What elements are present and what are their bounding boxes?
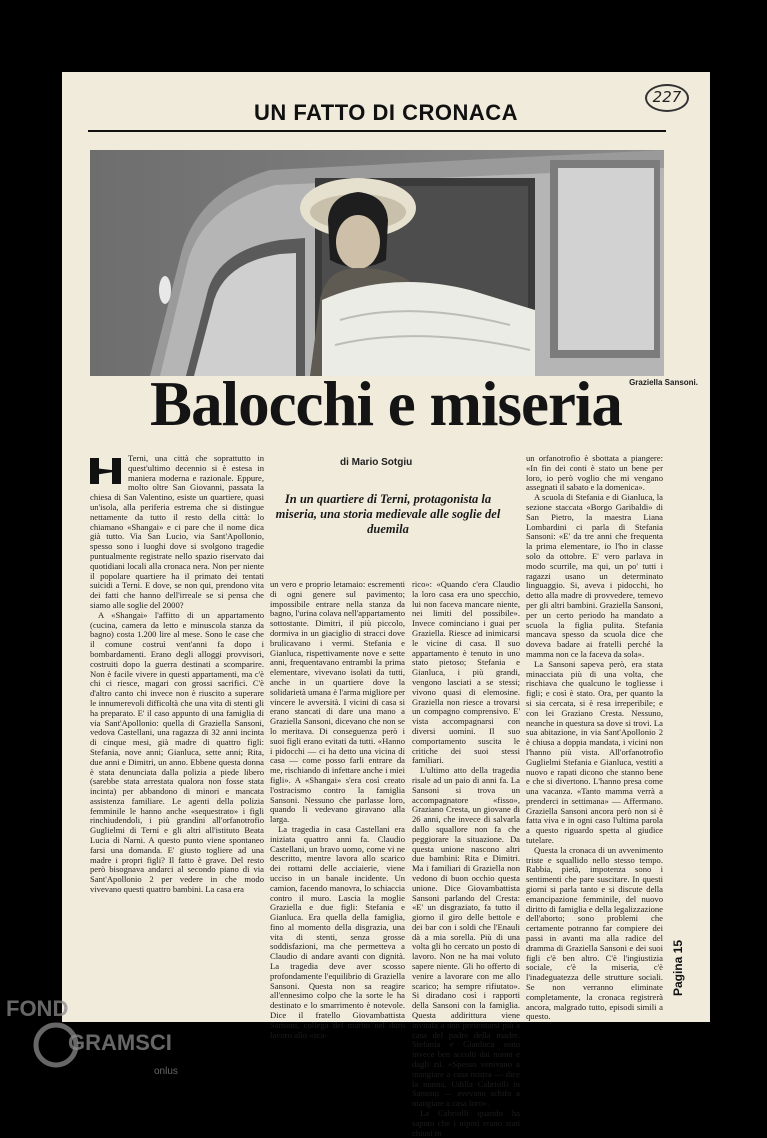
text-column-1 [90, 454, 264, 1019]
headline: Balocchi e miseria [150, 369, 622, 439]
paragraph: La tragedia in casa Castellani era iniziata quattro anni fa. Claudio Castellani, un bravo uomo, come vi ne descritto, mentre lavora allo scarico dei rottami delle acciaierie, viene ucciso in un banale incidente. Un camion, facendo manovra, lo schiaccia contro il muro. Lascia la moglie Graziella e due figli: Stefania e Gianluca. Era quella della famiglia, fino al momento della disgrazia, una vita di stenti, senza grosse soddisfazioni, ma che permetteva a Claudio di andare avanti con dignità. La tragedia deve aver scosso profondamente l'equilibrio di Graziella Sansoni. Questa non sa reagire all'ennesimo colpo che la sorte le ha destinato e lo smarrimento è notevole. Dice il fratello Giovambattista Sansoni, collega del marito nel duro lavoro allo «sca- [270, 823, 405, 1040]
folio [671, 940, 689, 1020]
text-column-3 [412, 579, 520, 1138]
section-title: UN FATTO DI CRONACA [253, 100, 519, 125]
paragraph: La Sansoni sapeva però, era stata minacciata più di una volta, che rischiava che qualcuno le togliesse i figli; e così è stato. Ora, per quanto la si sia cercata, si è resa irreperibile; e con lei Graziano Cresta. Nessuno, neanche in questura sa dove si trovi. La sua abitazione, in via Sant'Apollonio 2 è chiusa a doppia mandata, i vicini non l'hanno più vista. All'orfanotrofio Guglielmi Stefania e Gianluca, vestiti a nuovo e rapati dicono che stanno bene e che si divertono. L'hanno presa come una vacanza. «Tanto mamma verrà a prenderci in settimana» — Affermano. Graziella Sansoni ancora però non si è fatta viva e in ogni caso l'ultima parola a questo riguardo spetta al giudice tutelare. [526, 658, 663, 846]
photo-illustration [90, 150, 664, 376]
paragraph: rico»: «Quando c'era Claudio la loro casa era uno specchio, lui non faceva mancare niente, nei limiti del possibile». Invece cominciano i guai per Graziella. Riesce ad inimicarsi le vicine di casa. Il suo appartamento è tenuto in uno stato pietoso; Stefania e Gianluca, i più grandi, vengono lasciati a se stessi; vivono quasi di elemosine. Graziella non riesce a trovarsi un compagno comprensivo. E' vista accompagnarsi con diversi uomini. Il suo comportamento suscita le critiche dei suoi stessi familiari. [412, 579, 520, 766]
paragraph: Terni, una città che soprattutto in quest'ultimo decennio si è estesa in maniera moderna e razionale. Eppure, molto oltre San Giovanni, passata la chiesa di San Valentino, esiste un quartiere, quasi un'isola, alla periferia estrema che si distingue nettamente da tutto il resto della città: lo chiamano «Shangai» e ci pare che il nome dica già tutto. Via San Lucio, via Sant'Apollonio, spesso sono i luoghi dove si svolgono tragedie puntualmente registrate nello spazio riservato dai quotidiani locali alla cronaca nera. Non per niente il popolare quartiere ha il primato dei tentati suicidi a Terni. E dove, se non qui, prendono vita dei fatti che hanno dell'irreale se si pensa che siamo alle soglie del 2000? [90, 453, 264, 610]
watermark-suffix: onlus [154, 1066, 178, 1077]
paragraph: A scuola di Stefania e di Gianluca, la sezione staccata «Borgo Garibaldi» di San Pietro, la maestra Liana Lombardini ci parla di Stefania Sansoni: «E' da tre anni che frequenta la prima elementare, io l'ho in classe solo da ottobre. E' vero parlava in modo scurrile, ma qui, un po' tutti i ragazzi usano un determinato linguaggio. Si, aveva i pidocchi, ho detto alla madre di provvedere, temevo per gli altri bambini. Graziella Sansoni, per un certo periodo ha mandato a scuola la figlia pulita. Stefania mancava spesso da scuola dice che doveva badare ai fratelli perché la mamma non ce la faceva da sola». [526, 492, 663, 659]
section-rule [88, 130, 666, 132]
paragraph: L'ultimo atto della tragedia risale ad un paio di anni fa. La Sansoni si trova un accompagnatore «fisso», Graziano Cresta, un giovane di 26 anni, che invece di salvarla dallo squallore non fa che peggiorare la situazione. Da questa unione nascono altri due bambini: Rita e Dimitri. Ma i familiari di Graziella non vedono di buon occhio questa unione. Dice Giovambattista Sansoni parlando del Cresta: «E' un disgraziato, fa tutto il giorno il giro delle bettole e dei bar con i soldi che l'Enauli dà a mia sorella. Più di una volta gli ho cercato un posto di lavoro. Non ne ha mai voluto sapere niente. Gli ho offerto di venire a lavorare con me allo scarico; ha sempre rifiutato». Si diradano così i rapporti della Sansoni con la famiglia. Questa addirittura viene invitata a non presentarsi più a casa del padre della madre. Stefania e Gianluca sono invece ben accolti dai nonni e dagli zii. «Spesso venivano a mangiare a casa nostra — dice la nonna, Udilla Cabriolli in Sansoni — avevano schifo a mangiare a casa loro». [412, 765, 520, 1109]
byline: di Mario Sotgiu [340, 457, 413, 468]
photo-caption: Graziella Sansoni. [629, 378, 698, 387]
archive-watermark [4, 990, 244, 1080]
paragraph: Questa la cronaca di un avvenimento triste e squallido nello stesso tempo. Rabbia, pietà, impotenza sono i sentimenti che pare suscitare. In questi giorni si parla tanto e si discute della emancipazione femminile, del nuovo diritto di famiglia e della legalizzazione dell'aborto; sono problemi che certamente potranno far compiere dei passi in avanti ma alla radice del dramma di Graziella Sansoni e dei suoi figli c'è ben altro. C'è l'ingiustizia sociale, c'è la miseria, c'è l'inadeguatezza delle strutture sociali. Se non verranno eliminate completamente, la cronaca registrerà ancora, malgrado tutto, episodi simili a questo. [526, 844, 663, 1022]
article-photo [90, 150, 664, 376]
paragraph: un orfanotrofio è sbottata a piangere: «In fin dei conti è stato un bene per loro, io però voglio che mi vengano assegnati il sabato e la domenica». [526, 453, 663, 493]
watermark-line1: FOND [6, 996, 69, 1021]
paragraph: un vero e proprio letamaio: escrementi di ogni genere sul pavimento; impossibile entrare nella stanza da bagno, l'urina colava nell'appartamento sottostante. Dimitri, il più piccolo, dormiva in un giaciglio di stracci dove brulicavano i vermi. Stefania e Gianluca, rispettivamente nove e sette anni, frequentavano entrambi la prima elementare, vivevano isolati da tutti, anche in un quartiere dove la solidarietà umana è l'arma migliore per vincere le avversità. I vicini di casa si erano stancati di dare una mano a Graziella Sansoni, dicevano che non se lo meritava. Di conseguenza però i suoi figli erano evitati da tutti. «Hanno i pidocchi — ci ha detto una vicina di casa — come posso farli entrare da me, rischiando di infettare anche i miei figli». A «Shangai» s'era così creato l'ostracismo contro la famiglia Sansoni. Nessuno che parlasse loro, quando li vedevano giravano alla larga. [270, 579, 405, 825]
watermark-line2: GRAMSCI [68, 1030, 172, 1055]
decorative-initial-icon [90, 456, 124, 486]
subheadline: In un quartiere di Terni, protagonista la miseria, una storia medievale alle soglie del duemila [275, 492, 501, 536]
text-column-4 [526, 454, 663, 1020]
text-column-2 [270, 579, 405, 1040]
paragraph: La Cabriolli quando ha saputo che i nipoti erano stati chiusi in [412, 1108, 520, 1138]
handwritten-page-number: 227 [645, 84, 689, 112]
folio-text: Pagina 15 [671, 940, 685, 997]
paragraph: A «Shangai» l'affitto di un appartamento (cucina, camera da letto e minuscola stanza da bagno) costa 1.200 lire al mese. Sono le case che il comune costruì vent'anni fa dopo i bombardamenti. Erano degli alloggi provvisori, costruiti dopo la guerra destinati a scomparire. Non è facile vivere in questi appartamenti, ma c'è chi ci riesce, magari con grossi sacrifici. C'è d'altro canto chi invece non è riuscito a superare le innumerevoli difficoltà che una vita di stenti gli ha preparato. E' il caso appunto di una famiglia di via Sant'Apollonio: quella di Graziella Sansoni, vedova Castellani, una ragazza di 32 anni incinta di cinque mesi, già madre di quattro figli: Stefania, nove anni; Gianluca, sette anni; Rita, due anni e Dimitri, un anno. Ebbene questa donna è stata denunciata dalla polizia a piede libero (sarebbe stata arrestata qualora non fosse stata incinta) per abbandono di minori e mancata assistenza familiare. Le agenti della polizia femminile le hanno anche «sequestrato» i figli rinchiudendoli, i più grandini all'orfanotrofio Guglielmi di Terni e gli altri all'istituto Beata Lucia di Narni. A questo punto viene spontaneo farsi una domanda. E' giusto togliere ad una madre i propri figli? Il fatto è grave. Del resto però bisognava andarci al secondo piano di via Sant'Apollonio 2 per vedere in che modo vivevano questi quattro bambini. La casa era [90, 609, 264, 895]
